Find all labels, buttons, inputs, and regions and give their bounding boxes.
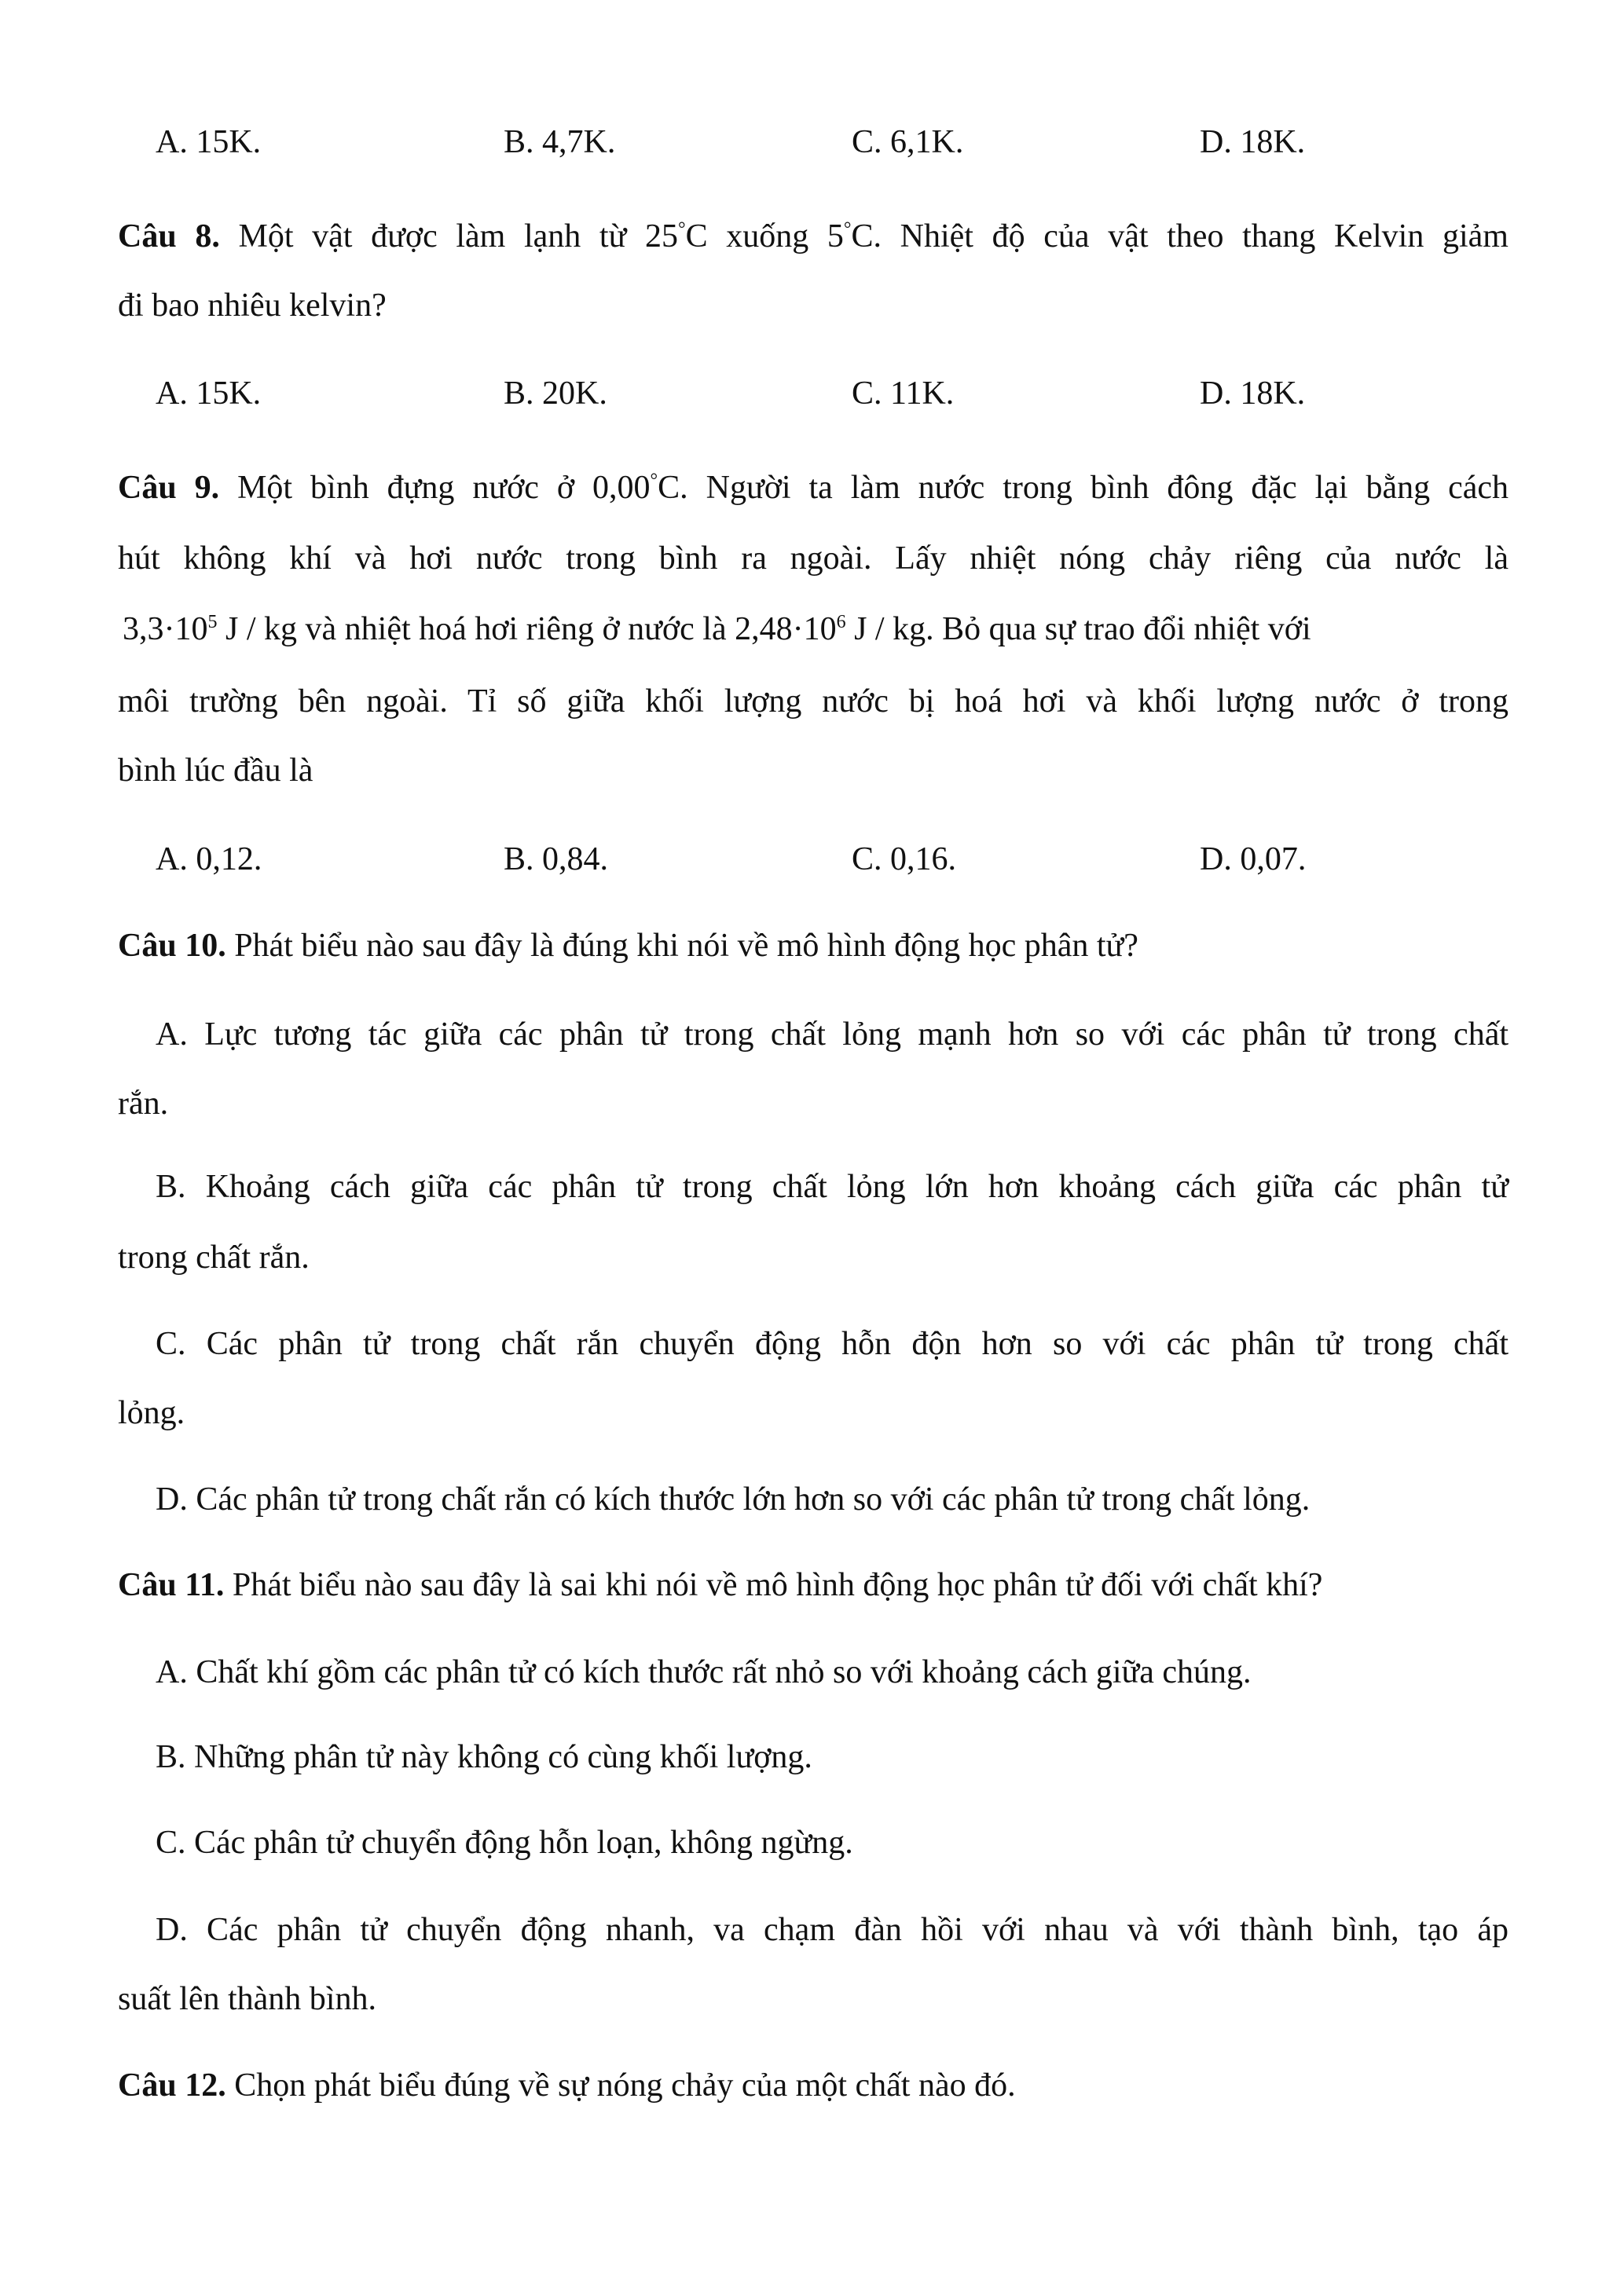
q9-option-a: A. 0,12. (156, 841, 262, 877)
q8-option-b: B. 20K. (504, 375, 607, 412)
q9-option-c: C. 0,16. (852, 841, 957, 877)
q10-option-b-line-1: B. Khoảng cách giữa các phân tử trong chất lỏng lớn hơn khoảng cách giữa các phân tử (156, 1169, 1509, 1205)
q10-option-a-line-2: rắn. (118, 1086, 169, 1122)
q11-option-b: B. Những phân tử này không có cùng khối lượng. (156, 1739, 812, 1775)
q9-option-b: B. 0,84. (504, 841, 609, 877)
q8-label: Câu 8. (118, 218, 220, 255)
q9-line-4: môi trường bên ngoài. Tỉ số giữa khối lượng nước bị hoá hơi và khối lượng nước ở trong (118, 683, 1509, 720)
q7-option-c: C. 6,1K. (852, 124, 964, 160)
q11-label: Câu 11. (118, 1567, 225, 1603)
q10-stem: Câu 10. Phát biểu nào sau đây là đúng khi nói về mô hình động học phân tử? (118, 928, 1138, 964)
q10-option-c-line-1: C. Các phân tử trong chất rắn chuyển động hỗn độn hơn so với các phân tử trong chất (156, 1326, 1509, 1362)
q11-stem: Câu 11. Phát biểu nào sau đây là sai khi nói về mô hình động học phân tử đối với chất khí? (118, 1567, 1323, 1603)
q8-option-d: D. 18K. (1200, 375, 1306, 412)
q9-label: Câu 9. (118, 470, 220, 506)
q7-option-b: B. 4,7K. (504, 124, 616, 160)
q7-option-a: A. 15K. (156, 124, 262, 160)
q10-option-a-line-1: A. Lực tương tác giữa các phân tử trong chất lỏng mạnh hơn so với các phân tử trong chất (156, 1016, 1509, 1053)
q9-line-1: Câu 9. Một bình đựng nước ở 0,00°C. Người ta làm nước trong bình đông đặc lại bằng cách (118, 470, 1509, 506)
q8-option-c: C. 11K. (852, 375, 955, 412)
q8-option-a: A. 15K. (156, 375, 262, 412)
q11-option-d-line-1: D. Các phân tử chuyển động nhanh, va chạm đàn hồi với nhau và với thành bình, tạo áp (156, 1912, 1509, 1948)
q8-line-2: đi bao nhiêu kelvin? (118, 287, 387, 324)
q12-label: Câu 12. (118, 2067, 226, 2104)
q10-option-d: D. Các phân tử trong chất rắn có kích thước lớn hơn so với các phân tử trong chất lỏng. (156, 1481, 1311, 1518)
q12-stem: Câu 12. Chọn phát biểu đúng về sự nóng chảy của một chất nào đó. (118, 2067, 1016, 2104)
q7-option-d: D. 18K. (1200, 124, 1306, 160)
q9-line-5: bình lúc đầu là (118, 753, 313, 789)
q8-line-1: Câu 8. Một vật được làm lạnh từ 25°C xuống 5°C. Nhiệt độ của vật theo thang Kelvin giảm (118, 218, 1509, 255)
q11-option-a: A. Chất khí gồm các phân tử có kích thước rất nhỏ so với khoảng cách giữa chúng. (156, 1654, 1252, 1690)
q9-option-d: D. 0,07. (1200, 841, 1307, 877)
q11-option-d-line-2: suất lên thành bình. (118, 1981, 376, 2017)
q10-label: Câu 10. (118, 928, 226, 964)
q10-option-b-line-2: trong chất rắn. (118, 1240, 310, 1276)
q10-option-c-line-2: lỏng. (118, 1395, 185, 1431)
q9-line-2: hút không khí và hơi nước trong bình ra ngoài. Lấy nhiệt nóng chảy riêng của nước là (118, 540, 1509, 577)
q11-option-c: C. Các phân tử chuyển động hỗn loạn, không ngừng. (156, 1825, 853, 1861)
q9-line-3: $3,3\cdot 10^5$ J / kg và nhiệt hoá hơi riêng ở nước là $2,48\cdot 10^6$ J / kg. Bỏ qua sự trao đổi nhiệt với (123, 611, 1311, 647)
